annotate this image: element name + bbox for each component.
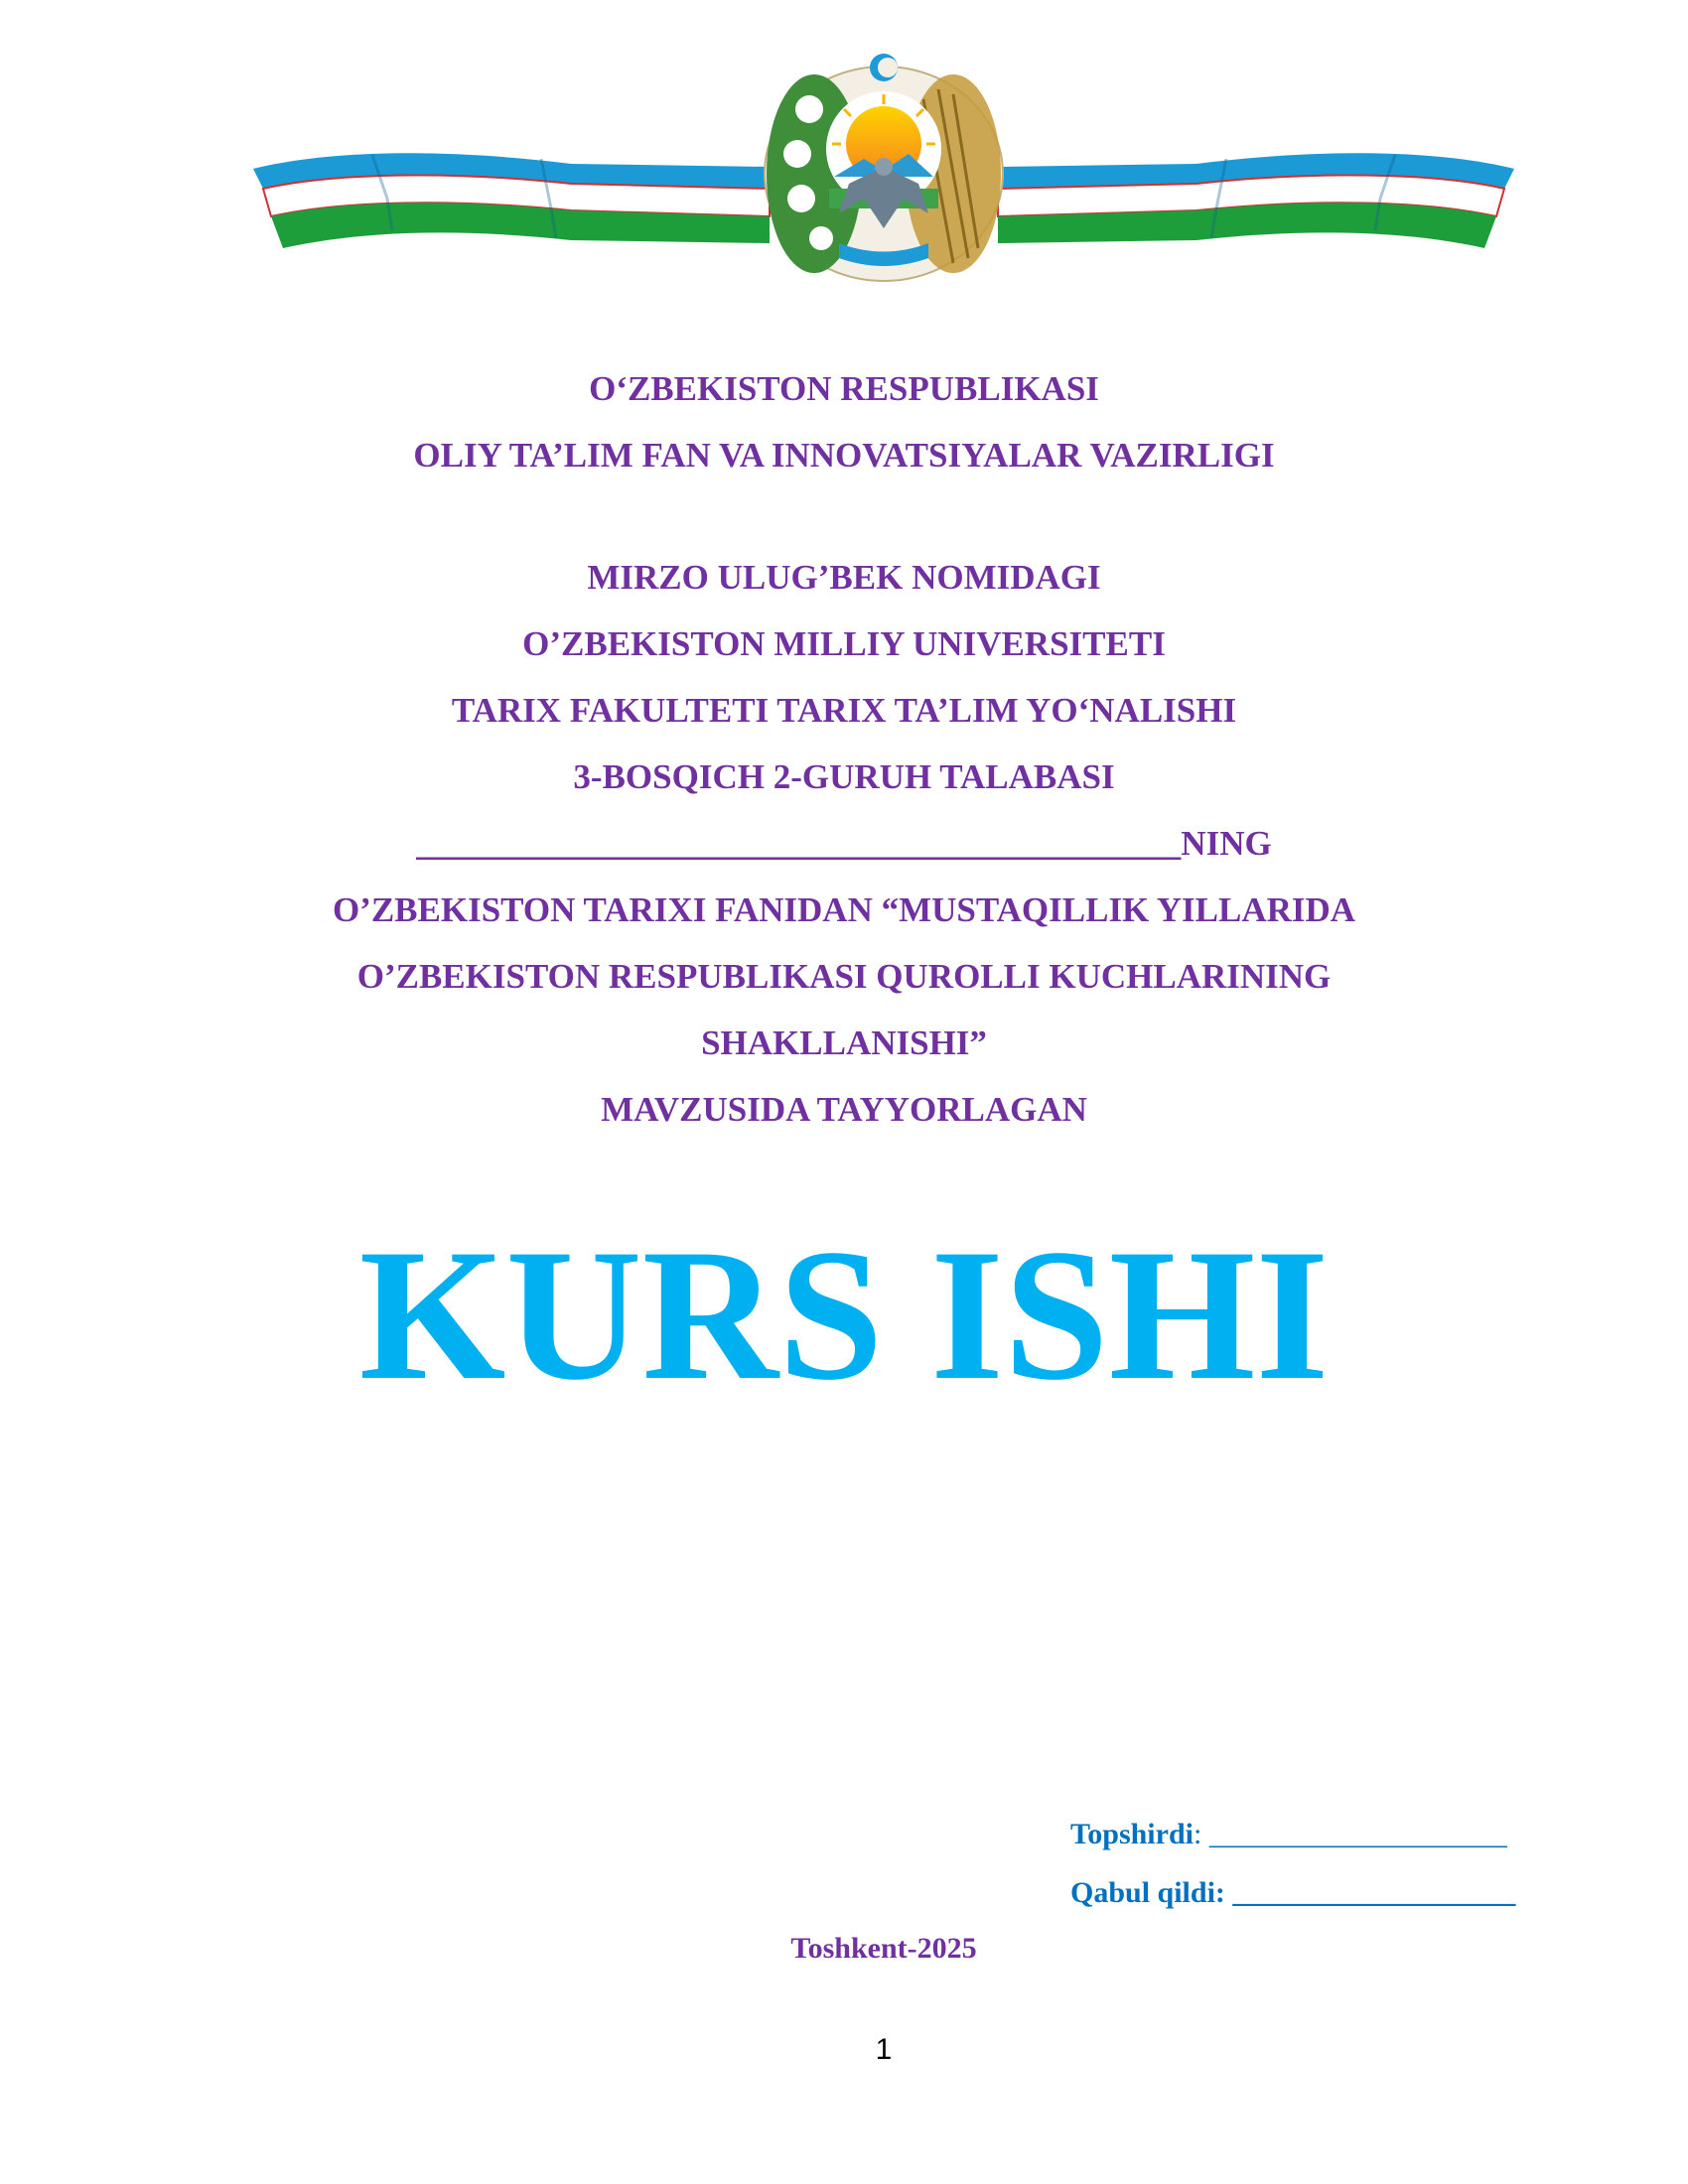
topic-line-1: O’ZBEKISTON TARIXI FANIDAN “MUSTAQILLIK YILLARIDA <box>332 890 1356 929</box>
university-named-after: MIRZO ULUG’BEK NOMIDAGI <box>587 558 1101 597</box>
topic-line-2: O’ZBEKISTON RESPUBLIKASI QUROLLI KUCHLARINING <box>356 957 1332 996</box>
university-name: O’ZBEKISTON MILLIY UNIVERSITETI <box>522 624 1166 663</box>
submitted-by-line <box>1070 1817 1507 1852</box>
document-title: KURS ISHI <box>358 1211 1330 1420</box>
national-emblem-icon <box>765 54 1003 281</box>
prepared-on-topic: MAVZUSIDA TAYYORLAGAN <box>601 1090 1087 1129</box>
national-emblem-banner <box>253 50 1514 283</box>
submitted-by-blank: : ____________________ <box>1193 1818 1507 1850</box>
country-name: O‘ZBEKISTON RESPUBLIKASI <box>589 369 1099 408</box>
ministry-name: OLIY TA’LIM FAN VA INNOVATSIYALAR VAZIRLIGI <box>413 436 1275 475</box>
flag-ribbon-right-icon <box>998 153 1514 248</box>
faculty-name: TARIX FAKULTETI TARIX TA’LIM YO‘NALISHI <box>451 691 1237 730</box>
page-number: 1 <box>875 2033 893 2066</box>
student-group: 3-BOSQICH 2-GURUH TALABASI <box>573 757 1115 796</box>
student-name-blank: ____________________________________________NING <box>416 824 1272 863</box>
topic-line-3: SHAKLLANISHI” <box>701 1024 987 1062</box>
flag-ribbon-left-icon <box>253 153 770 248</box>
accepted-by-line: Qabul qildi: ___________________ <box>1070 1876 1516 1909</box>
city-year: Toshkent-2025 <box>790 1932 977 1965</box>
submitted-by-label: Topshirdi <box>1070 1818 1194 1850</box>
